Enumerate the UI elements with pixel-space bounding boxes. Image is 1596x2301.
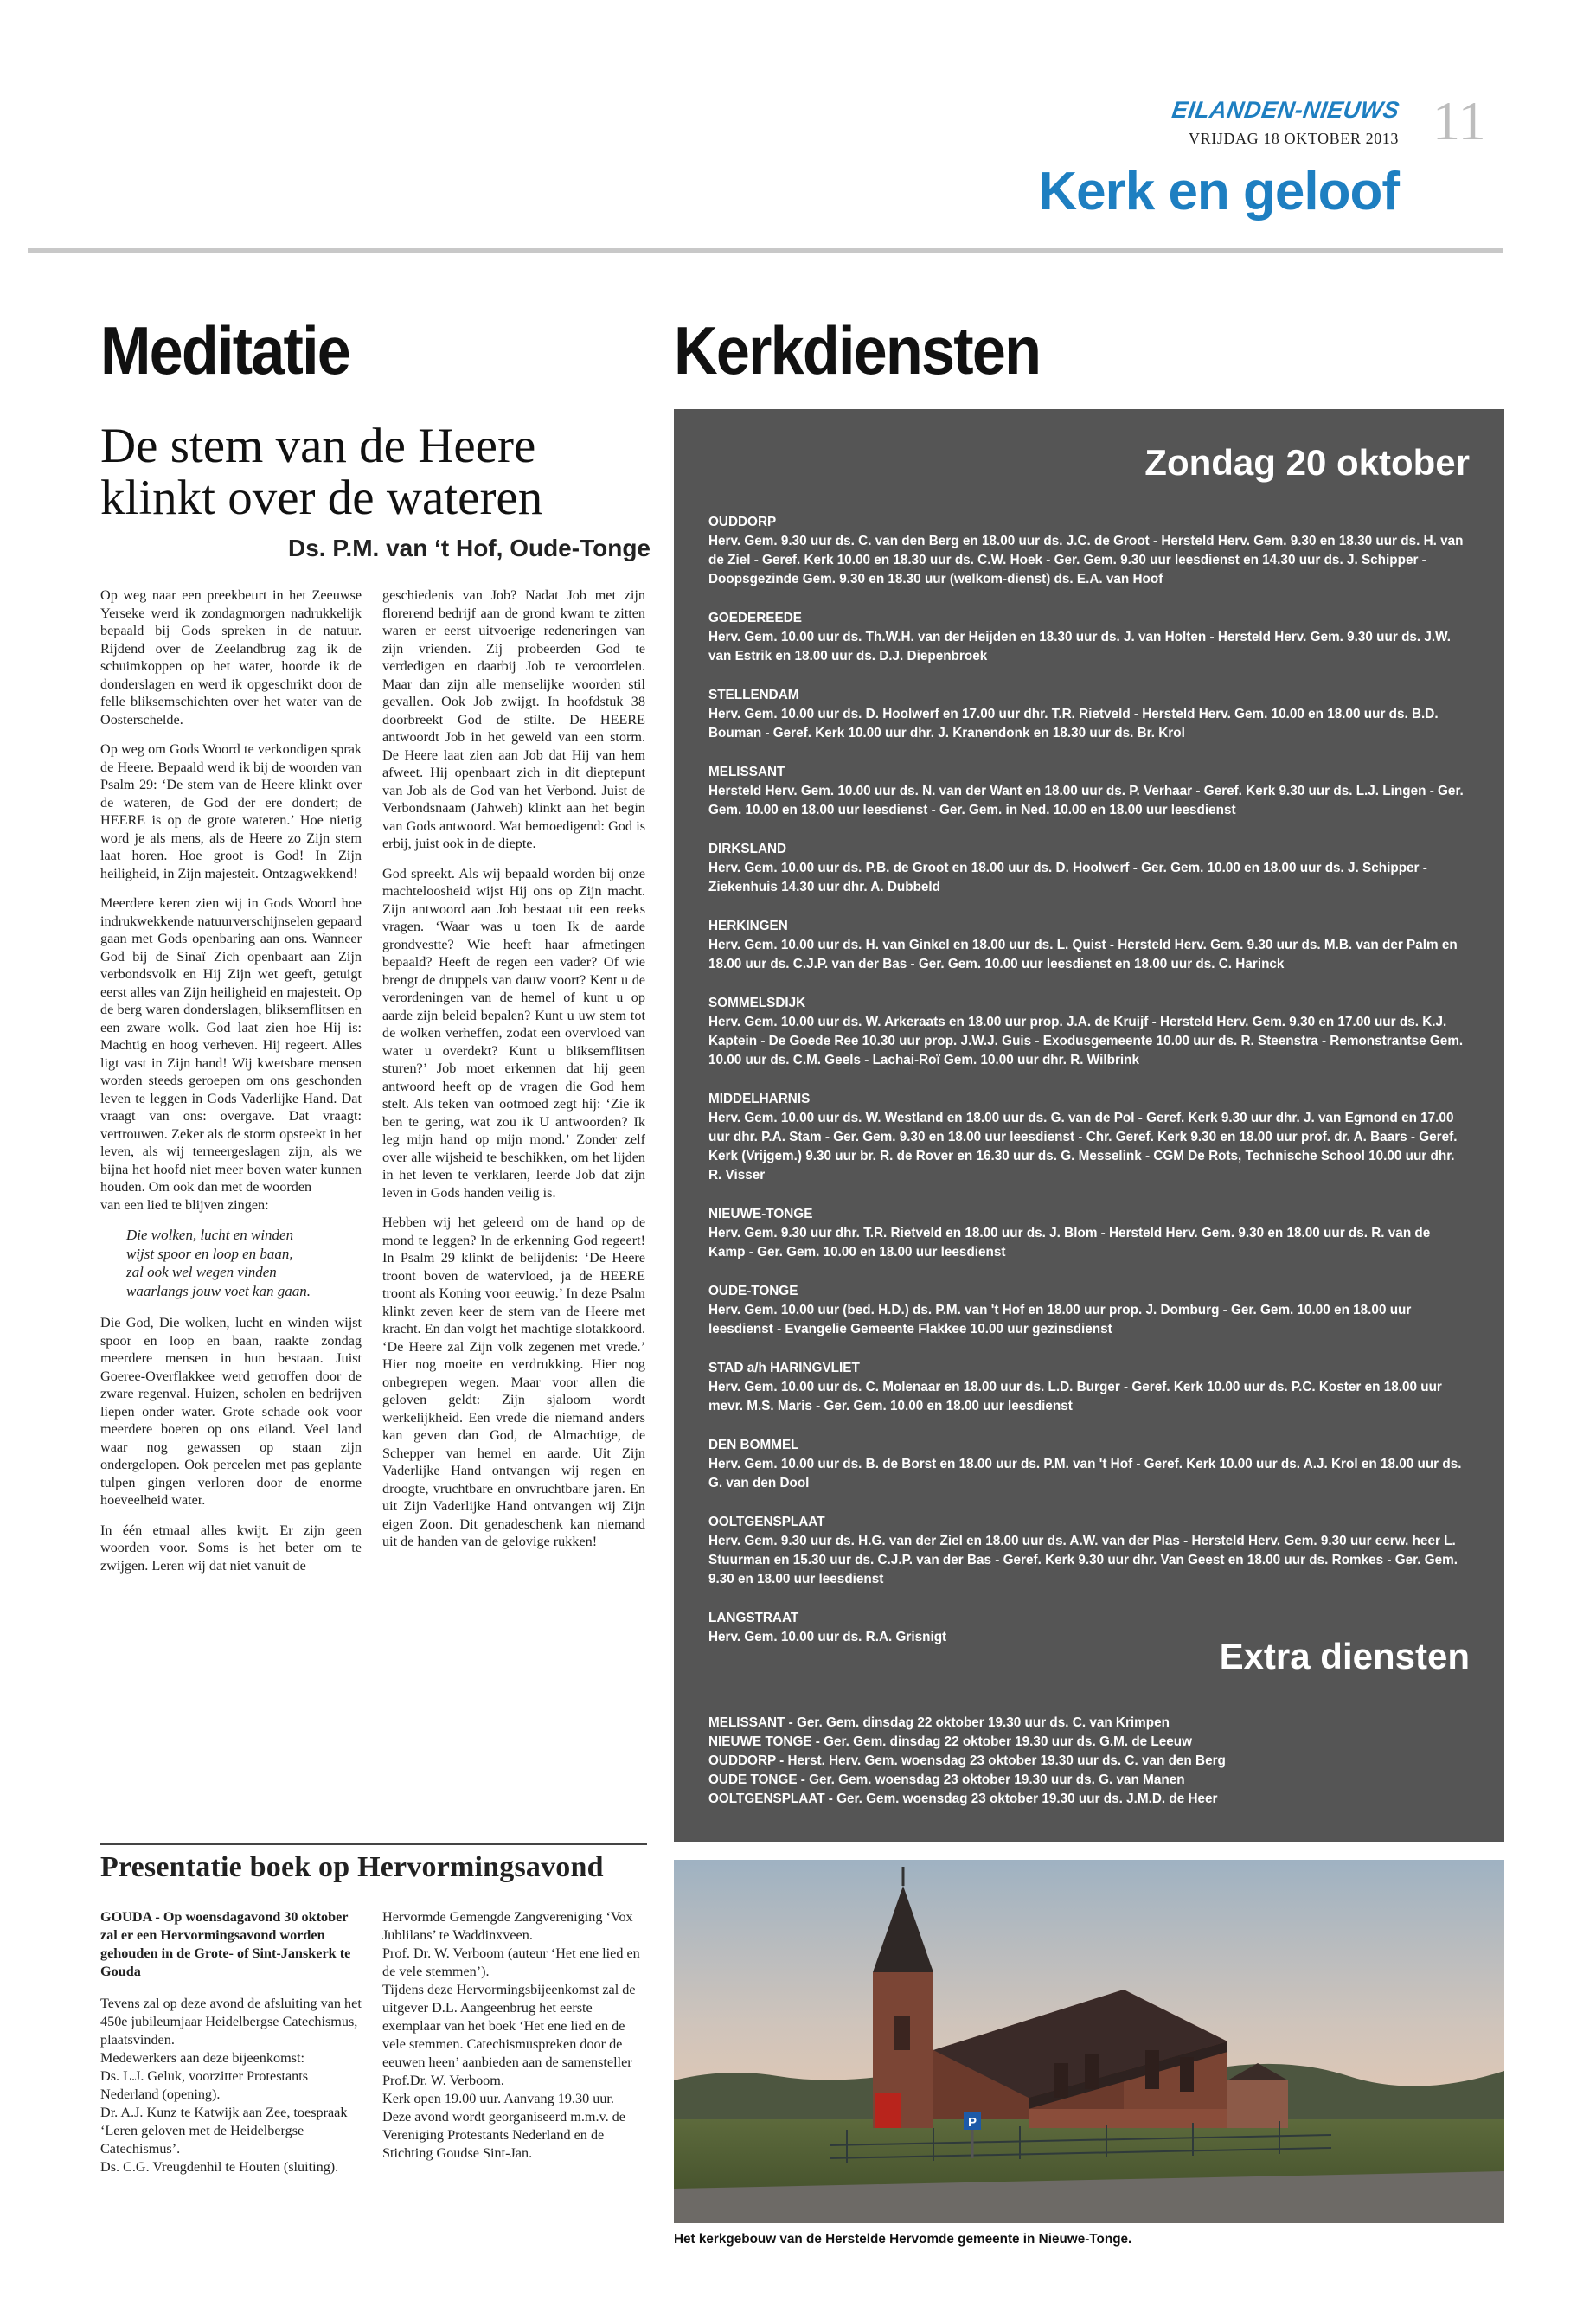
kerkdiensten-box (674, 409, 1504, 1842)
service-text: Hersteld Herv. Gem. 10.00 uur ds. N. van der Want en 18.00 uur ds. P. Verhaar - Geref. Kerk 9.30 uur ds. L.J. Lingen - Ger. Gem. 10.00 en 18.00 uur leesdienst - Ger. Gem. in Ned. 10.00 en 18.00 uur leesdienst (708, 784, 1464, 817)
meditatie-title: De stem van de Heere klinkt over de wateren (100, 419, 543, 525)
poem-line: zal ook wel wegen vinden (126, 1264, 277, 1280)
service-place: DEN BOMMEL (708, 1438, 799, 1452)
poem-line: wijst spoor en loop en baan, (126, 1245, 293, 1262)
service-text: Herv. Gem. 9.30 uur ds. H.G. van der Ziel en 18.00 uur ds. A.W. van der Plas - Hersteld Herv. Gem. 9.30 uur eerw. heer L. Stuurman en 15.30 uur ds. C.J.P. van der Bas - Geref. Kerk 9.30 uur dhr. Van Geest en 18.00 uur ds. Romkes - Ger. Gem. 9.30 en 18.00 uur leesdienst (708, 1534, 1458, 1586)
section-divider (100, 1843, 647, 1845)
service-place: MELISSANT (708, 765, 785, 779)
presentatie-column-2 (382, 1908, 645, 2163)
poem-line: Die wolken, lucht en winden (126, 1227, 294, 1243)
extra-services-list (708, 1714, 1470, 1809)
church-photo (674, 1860, 1504, 2223)
paragraph: geschiedenis van Job? Nadat Job met zijn florerend bedrijf aan de grond kwam te zitten waren er eerst uitvoerige redeneringen van zijn vrienden. Zij probeerden God te verdedigen en daarbij Job te veroordelen. Maar dan zijn alle menselijke woorden stil gevallen. Ook Job zwijgt. In hoofdstuk 38 doorbreekt God de stilte. De HEERE antwoordt Job in het geweld van een storm. De Heere laat zien aan Job dat Hij van hem afweet. Hij openbaart zich in dit dieptepunt van Job als de God van het Verbond. Juist de Verbondsnaam (Jahweh) klinkt aan het begin van Gods antwoord. Wat bemoedigend: God is erbij, juist ook in de diepte. (382, 587, 645, 851)
service-entry (708, 1513, 1470, 1589)
extra-service: MELISSANT - Ger. Gem. dinsdag 22 oktober 19.30 uur ds. C. van Krimpen (708, 1715, 1170, 1730)
service-text: Herv. Gem. 10.00 uur ds. W. Westland en 18.00 uur ds. G. van de Pol - Geref. Kerk 9.30 uur dhr. J. van Egmond en 17.00 uur dhr. P.A. Stam - Ger. Gem. 9.30 en 18.00 uur leesdienst - Chr. Geref. Kerk 9.30 en 18.00 uur prof. dr. A. Baars - Geref. Kerk (Vrijgem.) 9.30 uur br. R. de Rover en 16.30 uur ds. G. Messelink - CGM De Rots, Technische School 10.00 uur dhr. R. Visser (708, 1111, 1458, 1183)
service-place: NIEUWE-TONGE (708, 1207, 813, 1221)
paragraph: Hebben wij het geleerd om de hand op de mond te leggen? In de erkenning God regeert! In Psalm 29 klinkt de belijdenis: ‘De Heere troont boven de watervloed, ja de HEERE troont als Koning voor eeuwig.’ In deze Psalm klinkt zeven keer de stem van de Heere met kracht. En dan volgt het machtige slotakkoord. ‘De Heere zal Zijn volk zegenen met vrede.’ Hier nog moeite en verdrukking. Hier nog onbegrepen wegen. Maar voor allen die geloven geldt: Zijn sjaloom wordt werkelijkheid. Een vrede die niemand anders kan geven dan God, de Almachtige, de Schepper van hemel en aarde. Uit Zijn Vaderlijke Hand ontvangen wij regen en droogte, vruchtbare en onvruchtbare jaren. En uit Zijn Vaderlijke Hand ontvangen wij Zijn eigen Zoon. Dit genadeschenk kan niemand uit de handen van de gelovige rukken! (382, 1215, 645, 1549)
service-place: LANGSTRAAT (708, 1611, 799, 1625)
service-text: Herv. Gem. 10.00 uur ds. Th.W.H. van der Heijden en 18.30 uur ds. J. van Holten - Hersteld Herv. Gem. 9.30 uur ds. J.W. van Estrik en 18.00 uur ds. D.J. Diepenbroek (708, 630, 1452, 663)
service-text: Herv. Gem. 10.00 uur ds. D. Hoolwerf en 17.00 uur dhr. T.R. Rietveld - Hersteld Herv. Gem. 10.00 en 18.00 uur ds. B.D. Bouman - Geref. Kerk 10.00 uur dhr. J. Kranendonk en 18.30 uur ds. Br. Krol (708, 707, 1439, 740)
poem (126, 1226, 362, 1300)
service-entry (708, 840, 1470, 897)
service-entry (708, 1359, 1470, 1416)
paragraph: Ds. L.J. Geluk, voorzitter Protestants Nederland (opening). (100, 2068, 309, 2102)
paragraph: In één etmaal alles kwijt. Er zijn geen woorden voor. Soms is het beter om te zwijgen. Leren wij dat niet vanuit de (100, 1522, 362, 1574)
extra-service: NIEUWE TONGE - Ger. Gem. dinsdag 22 oktober 19.30 uur ds. G.M. de Leeuw (708, 1734, 1193, 1749)
meditatie-column-2 (382, 586, 645, 1563)
service-entry (708, 513, 1470, 589)
service-text: Herv. Gem. 10.00 uur (bed. H.D.) ds. P.M. van 't Hof en 18.00 uur prop. J. Domburg - Ger. Gem. 10.00 en 18.00 uur leesdienst - Evangelie Gemeente Flakkee 10.00 uur gezinsdienst (708, 1303, 1412, 1336)
paragraph: Ds. C.G. Vreugdenhil te Houten (sluiting). (100, 2159, 339, 2175)
paragraph: Tevens zal op deze avond de afsluiting van het 450e jubileumjaar Heidelbergse Catechismus, plaatsvinden. (100, 1996, 362, 2048)
service-text: Herv. Gem. 10.00 uur ds. P.B. de Groot en 18.00 uur ds. D. Hoolwerf - Ger. Gem. 10.00 en 18.00 uur ds. J. Schipper - Ziekenhuis 14.30 uur dhr. A. Dubbeld (708, 861, 1427, 894)
service-entry (708, 1205, 1470, 1262)
service-entry (708, 686, 1470, 743)
service-place: DIRKSLAND (708, 842, 787, 856)
paragraph: Kerk open 19.00 uur. Aanvang 19.30 uur. (382, 2091, 614, 2106)
service-place: STELLENDAM (708, 688, 799, 702)
service-text: Herv. Gem. 10.00 uur ds. B. de Borst en 18.00 uur ds. P.M. van 't Hof - Geref. Kerk 10.00 uur ds. A.J. Krol en 18.00 uur ds. G. van den Dool (708, 1457, 1462, 1490)
service-text: Herv. Gem. 10.00 uur ds. W. Arkeraats en 18.00 uur prop. J.A. de Kruijf - Hersteld Herv. Gem. 9.30 en 17.00 uur ds. K.J. Kaptein - De Goede Ree 10.30 uur prop. J.W.J. Guis - Exodusgemeente 10.00 uur ds. R. Steenstra - Remonstrantse Gem. 10.00 uur ds. C.M. Geels - Lachai-Roï Gem. 10.00 uur dhr. R. Wilbrink (708, 1015, 1464, 1067)
kerkdiensten-heading: Kerkdiensten (674, 312, 1041, 388)
service-text: Herv. Gem. 10.00 uur ds. H. van Ginkel en 18.00 uur ds. L. Quist - Hersteld Herv. Gem. 9.30 uur ds. M.B. van der Palm en 18.00 uur ds. C.J.P. van der Bas - Ger. Gem. 10.00 uur leesdienst en 18.00 uur ds. C. Harinck (708, 938, 1458, 971)
paragraph: Tijdens deze Hervormingsbijeenkomst zal de uitgever D.L. Aangeenbrug het eerste exemplaar van het boek ‘Het ene lied en de vele stemmen. Catechismuspreken door de eeuwen heen’ aanbieden aan de samensteller Prof.Dr. W. Verboom. (382, 1982, 636, 2088)
service-entry (708, 917, 1470, 974)
meditatie-heading: Meditatie (100, 312, 350, 388)
presentatie-lead: GOUDA - Op woensdagavond 30 oktober zal er een Hervormingsavond worden gehouden in de Grote- of Sint-Janskerk te Gouda (100, 1909, 351, 1979)
service-place: MIDDELHARNIS (708, 1092, 811, 1106)
paragraph: God spreekt. Als wij bepaald worden bij onze machteloosheid wijst Hij ons op Zijn macht. Zijn antwoord aan Job bestaat uit een reeks vragen. ‘Waar was u toen Ik de aarde grondvestte? Wie heeft haar afmetingen bepaald? Heeft de regen een vader? Of wie brengt de druppels van dauw voort? Kent u de verordeningen van de hemel of kunt u op aarde zijn beleid bepalen? Kunt u uw stem tot de wolken verheffen, zodat een overvloed van water u overdekt? Kunt u bliksemflitsen sturen?’ Job moet erkennen dat hij geen antwoord heeft op de vragen die God hem stelt. Als teken van ootmoed zegt hij: ‘Zie ik ben te gering, wat zou ik U antwoorden? Ik leg mijn hand op mijn mond.’ Zonder zelf over alle wijsheid te beschikken, om het lijden in het leven te verklaren, leerde Job dat zijn leven in Gods handen veilig is. (382, 865, 645, 1201)
extra-service: OUDDORP - Herst. Herv. Gem. woensdag 23 oktober 19.30 uur ds. C. van den Berg (708, 1753, 1226, 1768)
extra-services-heading: Extra diensten (1219, 1636, 1470, 1676)
service-text: Herv. Gem. 9.30 uur dhr. T.R. Rietveld en 18.00 uur ds. J. Blom - Hersteld Herv. Gem. 9.30 en 18.00 uur ds. R. van de Kamp - Ger. Gem. 10.00 en 18.00 uur leesdienst (708, 1226, 1431, 1259)
section-title: Kerk en geloof (1038, 162, 1399, 221)
service-place: HERKINGEN (708, 919, 788, 933)
service-entry (708, 609, 1470, 666)
issue-date: VRIJDAG 18 OKTOBER 2013 (1189, 130, 1399, 147)
paragraph: Medewerkers aan deze bijeenkomst: (100, 2050, 304, 2066)
service-text: Herv. Gem. 10.00 uur ds. R.A. Grisnigt (708, 1630, 947, 1644)
service-entry (708, 1436, 1470, 1493)
meditatie-author: Ds. P.M. van ‘t Hof, Oude-Tonge (288, 535, 651, 561)
top-divider (28, 248, 1503, 253)
paragraph: Die God, Die wolken, lucht en winden wijst spoor en loop en baan, raakte zondag meerdere mensen in hun bestaan. Juist Goeree-Overflakkee werd getroffen door de zware regenval. Huizen, scholen en bedrijven liepen onder water. Grote schade ook voor meerdere boeren op ons eiland. Veel land waar nog gewassen op staan zijn ondergelopen. Ook percelen met pas geplante tulpen gingen verloren door de enorme hoeveelheid water. (100, 1315, 362, 1508)
service-entry (708, 994, 1470, 1070)
paragraph: Op weg naar een preekbeurt in het Zeeuwse Yerseke werd ik zondagmorgen nadrukkelijk bepaald bij Gods spreken in de natuur. Rijdend over de Zeelandbrug zag ik de schuimkoppen op het water, hoorde ik de donderslagen en werd ik opgeschrikt door de felle bliksemschichten over het water van de Oosterschelde. (100, 587, 362, 727)
service-text: Herv. Gem. 10.00 uur ds. C. Molenaar en 18.00 uur ds. L.D. Burger - Geref. Kerk 10.00 uur ds. P.C. Koster en 18.00 uur mevr. M.S. Maris - Ger. Gem. 10.00 en 18.00 uur leesdienst (708, 1380, 1442, 1413)
paragraph: van een lied te blijven zingen: (100, 1196, 269, 1213)
service-date-heading: Zondag 20 oktober (1144, 442, 1470, 483)
service-entry (708, 1282, 1470, 1339)
service-place: OUDE-TONGE (708, 1284, 798, 1298)
paragraph: Deze avond wordt georganiseerd m.m.v. de Vereniging Protestants Nederland en de Stichting Goudse Sint-Jan. (382, 2109, 625, 2161)
service-place: OOLTGENSPLAAT (708, 1515, 825, 1529)
paragraph: Hervormde Gemengde Zangvereniging ‘Vox Jublilans’ te Waddinxveen. (382, 1909, 633, 1943)
paragraph: Dr. A.J. Kunz te Katwijk aan Zee, toespraak ‘Leren geloven met de Heidelbergse Catechismus’. (100, 2105, 348, 2157)
parking-sign-letter: P (968, 2115, 977, 2130)
service-entry (708, 763, 1470, 820)
extra-service: OUDE TONGE - Ger. Gem. woensdag 23 oktober 19.30 uur ds. G. van Manen (708, 1772, 1185, 1787)
service-entry (708, 1090, 1470, 1185)
brand-logo: EILANDEN-NIEUWS (1170, 97, 1401, 123)
service-place: STAD a/h HARINGVLIET (708, 1361, 860, 1375)
extra-service: OOLTGENSPLAAT - Ger. Gem. woensdag 23 oktober 19.30 uur ds. J.M.D. de Heer (708, 1791, 1218, 1806)
paragraph: Prof. Dr. W. Verboom (auteur ‘Het ene lied en de vele stemmen’). (382, 1945, 640, 1979)
service-place: GOEDEREEDE (708, 611, 802, 625)
photo-caption: Het kerkgebouw van de Herstelde Hervomde gemeente in Nieuwe-Tonge. (674, 2232, 1132, 2247)
paragraph: Op weg om Gods Woord te verkondigen sprak de Heere. Bepaald werd ik bij de woorden van Psalm 29: ‘De stem van de Heere klinkt over de wateren, de God der ere dondert; de HEERE is op de grote wateren.’ Hoe nietig word je als mens, als de Heere zo Zijn stem laat horen. Hoe groot is God! In Zijn heiligheid, in Zijn majesteit. Ontzagwekkend! (100, 741, 362, 881)
poem-line: waarlangs jouw voet kan gaan. (126, 1282, 311, 1299)
service-place: OUDDORP (708, 515, 777, 529)
presentatie-title: Presentatie boek op Hervormingsavond (100, 1851, 604, 1883)
presentatie-column-1 (100, 1908, 362, 2176)
meditatie-column-1 (100, 586, 362, 1586)
service-text: Herv. Gem. 9.30 uur ds. C. van den Berg en 18.00 uur ds. J.C. de Groot - Hersteld Herv. Gem. 9.30 en 18.30 uur ds. H. van de Ziel - Geref. Kerk 10.00 en 18.30 uur ds. C.W. Hoek - Ger. Gem. 9.30 uur leesdienst en 14.30 uur ds. J. Schipper - Doopsgezinde Gem. 9.30 en 18.30 uur (welkom-dienst) ds. E.A. van Hoof (708, 534, 1464, 586)
service-place: SOMMELSDIJK (708, 996, 806, 1010)
paragraph: Meerdere keren zien wij in Gods Woord hoe indrukwekkende natuurverschijnselen gepaard gaan met Gods openbaring aan ons. Wanneer God bij de Sinaï Zich openbaart aan Zijn verbondsvolk en Hij Zijn wet geeft, getuigt eerst alles van Zijn heiligheid en majesteit. Op de berg waren donderslagen, bliksemflitsen en een zware wolk. God laat zien hoe Hij is: Machtig en hoog verheven. Hij regeert. Alles ligt vast in Zijn hand! Wij kwetsbare mensen worden steeds geroepen om ons geschonden leven te leggen in Gods Vaderlijke Hand. Dat vraagt van ons: overgave. Dat vraagt: vertrouwen. Zeker als de storm opsteekt in het leven, als wij terneergeslagen zijn, als we bijna het hoofd niet meer boven water kunnen houden. Om ook dan met de woorden (100, 895, 362, 1195)
page-number: 11 (1433, 90, 1486, 151)
